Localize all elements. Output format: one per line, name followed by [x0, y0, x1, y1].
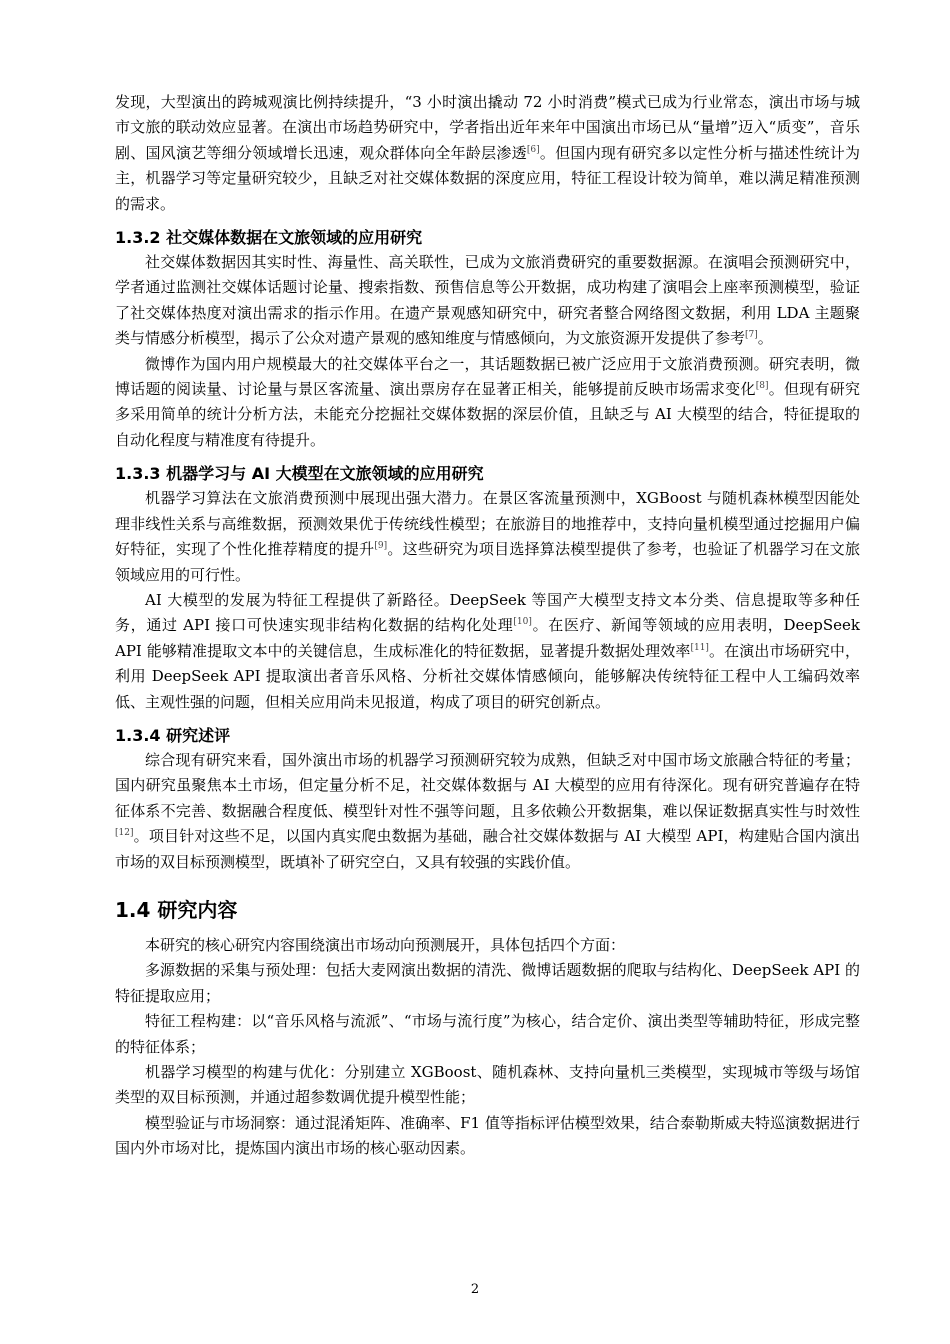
citation-10: [10]: [513, 617, 532, 628]
paragraph-text: 发现，大型演出的跨城观演比例持续提升，“3 小时演出撬动 72 小时消费”模式已成为行业常态，演出市场与城市文旅的联动效应显著。在演出市场趋势研究中，学者指出近年来年中国演出市场已从“量增”迈入“质变”，音乐剧、国风演艺等细分领域增长迅速，观众群体向全年龄层渗透: [115, 93, 860, 162]
paragraph-text: 。在医疗、新闻等领域的应用表明，DeepSeek API 能够精准提取文本中的关键信息，生成标准化的特征数据，显著提升数据处理效率: [115, 616, 860, 660]
paragraph-text: 。: [757, 329, 773, 348]
page-body: [115, 90, 860, 1162]
heading-1-4: 1.4 研究内容: [115, 897, 238, 922]
citation-6: [6]: [526, 144, 540, 155]
paragraph-text: 微博作为国内用户规模最大的社交媒体平台之一，其话题数据已被广泛应用于文旅消费预测。研究表明，微博话题的阅读量、讨论量与景区客流量、演出票房存在显著正相关，能够提前反映市场需求变化: [115, 354, 860, 399]
heading-1-3-2: 1.3.2 社交媒体数据在文旅领域的应用研究: [115, 228, 423, 248]
paragraph-text: AI 大模型的发展为特征工程提供了新路径。DeepSeek 等国产大模型支持文本分类、信息提取等多种任务，通过 API 接口可快速实现非结构化数据的结构化处理: [115, 590, 860, 635]
paragraph-text: 。项目针对这些不足，以国内真实爬虫数据为基础，融合社交媒体数据与 AI 大模型 API，构建贴合国内演出市场的双目标预测模型，既填补了研究空白，又具有较强的实践价值。: [115, 827, 860, 871]
page-number: 2: [470, 1282, 480, 1297]
paragraph-text: 。但现有研究多采用简单的统计分析方法，未能充分挖掘社交媒体数据的深层价值，且缺乏与 AI 大模型的结合，特征提取的自动化程度与精准度有待提升。: [115, 380, 860, 449]
paragraph-1-3-2-b: [115, 352, 860, 454]
paragraph-1-3-2-a: [115, 250, 860, 352]
heading-1-3-3: 1.3.3 机器学习与 AI 大模型在文旅领域的应用研究: [115, 464, 484, 484]
paragraph-1-4-item-validation: 模型验证与市场洞察：通过混淆矩阵、准确率、F1 值等指标评估模型效果，结合泰勒斯威夫特巡演数据进行国内外市场对比，提炼国内演出市场的核心驱动因素。: [115, 1113, 860, 1158]
citation-11: [11]: [690, 642, 709, 653]
paragraph-1-4-item-data: 多源数据的采集与预处理：包括大麦网演出数据的清洗、微博话题数据的爬取与结构化、DeepSeek API 的特征提取应用；: [115, 961, 860, 1005]
paragraph-text: 综合现有研究来看，国外演出市场的机器学习预测研究较为成熟，但缺乏对中国市场文旅融合特征的考量；国内研究虽聚焦本土市场，但定量分析不足，社交媒体数据与 AI 大模型的应用有待深化。现有研究普遍存在特征体系不完善、数据融合程度低、模型针对性不强等问题，且多依赖公开数据集，难以保证数据真实性与时效性: [115, 750, 860, 820]
paragraph-1-4-item-models: 机器学习模型的构建与优化：分别建立 XGBoost、随机森林、支持向量机三类模型，实现城市等级与场馆类型的双目标预测，并通过超参数调优提升模型性能；: [115, 1063, 860, 1107]
paragraph-text: 。在演出市场研究中，利用 DeepSeek API 提取演出者音乐风格、分析社交媒体情感倾向，能够解决传统特征工程中人工编码效率低、主观性强的问题，但相关应用尚未见报道，构成了项目的研究创新点。: [115, 641, 860, 711]
paragraph-1-4-intro: 本研究的核心研究内容围绕演出市场动向预测展开，具体包括四个方面：: [145, 935, 626, 954]
paragraph-1-3-3-b: [115, 588, 860, 715]
paragraph-text: 。这些研究为项目选择算法模型提供了参考，也验证了机器学习在文旅领域应用的可行性。: [115, 540, 860, 584]
paragraph-intro: [115, 90, 860, 217]
paragraph-1-3-4-a: [115, 748, 860, 875]
paragraph-1-3-3-a: [115, 486, 860, 588]
paragraph-text: 机器学习算法在文旅消费预测中展现出强大潜力。在景区客流量预测中，XGBoost 与随机森林模型因能处理非线性关系与高维数据，预测效果优于传统线性模型；在旅游目的地推荐中，支持向量机模型通过挖掘用户偏好特征，实现了个性化推荐精度的提升: [115, 489, 860, 559]
paragraph-text: 。但国内现有研究多以定性分析与描述性统计为主，机器学习等定量研究较少，且缺乏对社交媒体数据的深度应用，特征工程设计较为简单，难以满足精准预测的需求。: [115, 143, 860, 213]
paragraph-text: 社交媒体数据因其实时性、海量性、高关联性，已成为文旅消费研究的重要数据源。在演唱会预测研究中，学者通过监测社交媒体话题讨论量、搜索指数、预售信息等公开数据，成功构建了演唱会上座率预测模型，验证了社交媒体热度对演出需求的指示作用。在遗产景观感知研究中，研究者整合网络图文数据，利用 LDA 主题聚类与情感分析模型，揭示了公众对遗产景观的感知维度与情感倾向，为文旅资源开发提供了参考: [115, 253, 860, 348]
citation-9: [9]: [374, 541, 388, 552]
heading-1-3-4: 1.3.4 研究述评: [115, 725, 231, 745]
citation-7: [7]: [745, 330, 758, 341]
citation-12: [12]: [115, 828, 134, 839]
citation-8: [8]: [755, 381, 769, 392]
paragraph-1-4-item-features: 特征工程构建：以“音乐风格与流派”、“市场与流行度”为核心，结合定价、演出类型等辅助特征，形成完整的特征体系；: [115, 1012, 860, 1056]
